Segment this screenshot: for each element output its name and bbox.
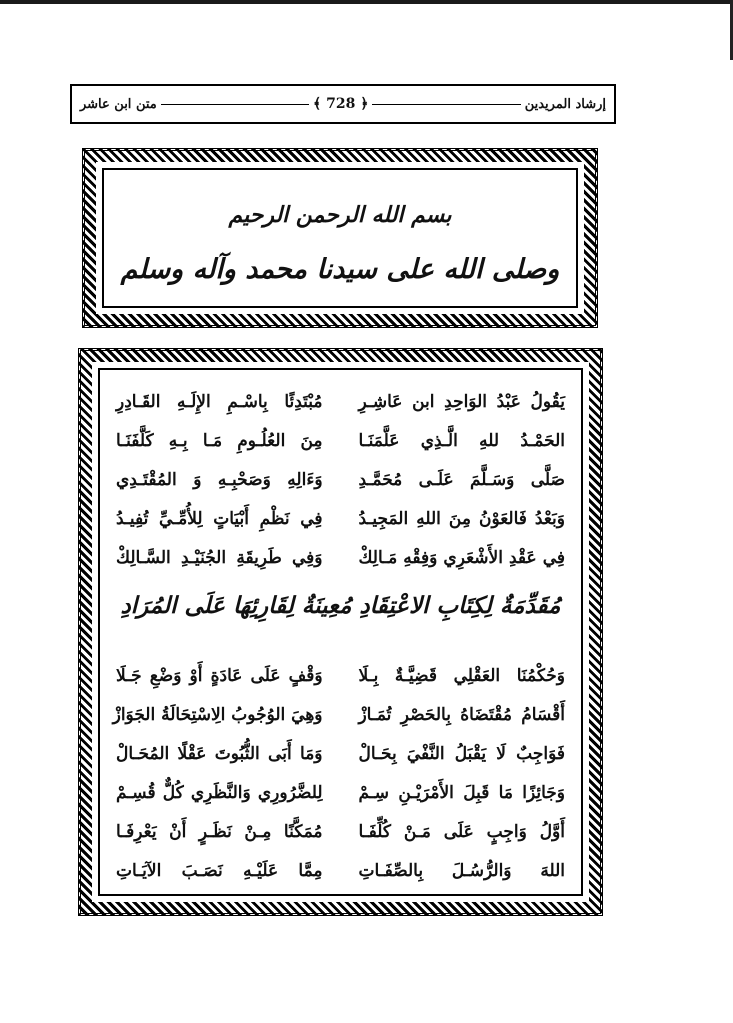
- verse-first-hemistich: وَحُكْمُنَا العَقْلِي قَضِيَّـةٌ بِـلَا: [358, 665, 565, 686]
- verse-second-hemistich: مِمَّا عَلَيْـهِ نَصَـبَ الآيَـاتِ: [116, 860, 323, 881]
- section-verses: [100, 656, 581, 890]
- verse-line: [100, 499, 581, 538]
- source-title: متن ابن عاشر: [79, 96, 157, 112]
- verse-second-hemistich: فِي نَظْمِ أَبْيَاتٍ لِلأُمِّـيِّ تُفِيـدُ: [116, 508, 323, 529]
- basmala: بسم الله الرحمن الرحيم: [228, 202, 452, 228]
- verse-first-hemistich: وَجَائِزًا مَا قَبِلَ الأَمْرَيْـنِ سِـمْ: [358, 782, 565, 803]
- verses-inner-box: [98, 368, 583, 896]
- verse-second-hemistich: وَءَالِهِ وَصَحْبِـهِ وَ المُقْتَـدِي: [116, 469, 323, 490]
- page-number-value: 728: [326, 96, 356, 112]
- verse-second-hemistich: وَهِيَ الوُجُوبُ الِاسْتِحَالَةُ الجَوَازْ: [112, 704, 323, 725]
- verses-ornamental-frame: [78, 348, 603, 916]
- verse-first-hemistich: وَبَعْدُ فَالعَوْنُ مِنَ اللهِ المَجِيـدُ: [358, 508, 565, 529]
- verse-first-hemistich: صَلَّى وَسَـلَّمَ عَلَـى مُحَمَّـدِ: [358, 469, 565, 490]
- running-header: [70, 84, 616, 124]
- verse-second-hemistich: وَمَا أَبَى الثُّبُوتَ عَقْلًا المُحَـالْ: [116, 743, 323, 764]
- verse-second-hemistich: لِلضَّرُورِي وَالنَّظَرِي كُلٌّ قُسِـمْ: [116, 782, 323, 803]
- scan-edge: [0, 0, 733, 4]
- section-title: مُقَدِّمَةٌ لِكِتَابِ الاعْتِقَادِ مُعِينَةٌ لِقَارِئِهَا عَلَى المُرَادِ: [120, 592, 561, 619]
- verse-line: [100, 695, 581, 734]
- opening-inner-box: [102, 168, 578, 308]
- verse-line: [100, 773, 581, 812]
- opening-ornamental-frame: [82, 148, 598, 328]
- verse-first-hemistich: اللهَ وَالرُّسُـلَ بِالصِّفَـاتِ: [358, 860, 565, 881]
- verse-line: [100, 656, 581, 695]
- verse-second-hemistich: مِنَ العُلُـومِ مَـا بِـهِ كَلَّفَنَـا: [116, 430, 323, 451]
- header-rule: [161, 104, 309, 105]
- verse-line: [100, 851, 581, 890]
- verse-second-hemistich: مُمَكَّنًا مِـنْ نَظَـرٍ أَنْ يَعْرِفَـا: [116, 821, 323, 842]
- book-title: إرشاد المريدين: [524, 96, 606, 112]
- verse-first-hemistich: أَوَّلُ وَاجِبٍ عَلَى مَـنْ كُلِّفَـا: [358, 821, 565, 842]
- intro-verses: [100, 382, 581, 577]
- verse-line: [100, 812, 581, 851]
- verse-line: [100, 734, 581, 773]
- header-rule: [372, 104, 520, 105]
- verse-second-hemistich: مُبْتَدِئًا بِاسْـمِ الإِلَـهِ القَـادِرِ: [116, 391, 323, 412]
- verse-first-hemistich: الحَمْـدُ للهِ الَّـذِي عَلَّمَنَـا: [358, 430, 565, 451]
- verse-second-hemistich: وَفِي طَرِيقَةِ الجُنَيْـدِ السَّـالِكْ: [116, 547, 323, 568]
- salawat: وصلى الله على سيدنا محمد وآله وسلم: [120, 254, 560, 285]
- verse-first-hemistich: فَوَاجِبٌ لَا يَقْبَلُ النَّفْيَ بِحَـالْ: [358, 743, 565, 764]
- verse-first-hemistich: يَقُولُ عَبْدُ الوَاحِدِ ابن عَاشِـرِ: [358, 391, 565, 412]
- verse-first-hemistich: أَقْسَامُ مُقْتَضَاهُ بِالحَصْرِ تُمَـازْ: [358, 704, 565, 725]
- page-number: ﴿ 728 ﴾: [313, 96, 369, 112]
- verse-line: [100, 460, 581, 499]
- verse-line: [100, 382, 581, 421]
- verse-line: [100, 538, 581, 577]
- verse-line: [100, 421, 581, 460]
- verse-first-hemistich: فِي عَقْدِ الأَشْعَرِي وَفِقْهِ مَـالِكْ: [358, 547, 565, 568]
- verse-second-hemistich: وَقْفٍ عَلَى عَادَةٍ أَوْ وَضْعِ جَـلَا: [116, 665, 323, 686]
